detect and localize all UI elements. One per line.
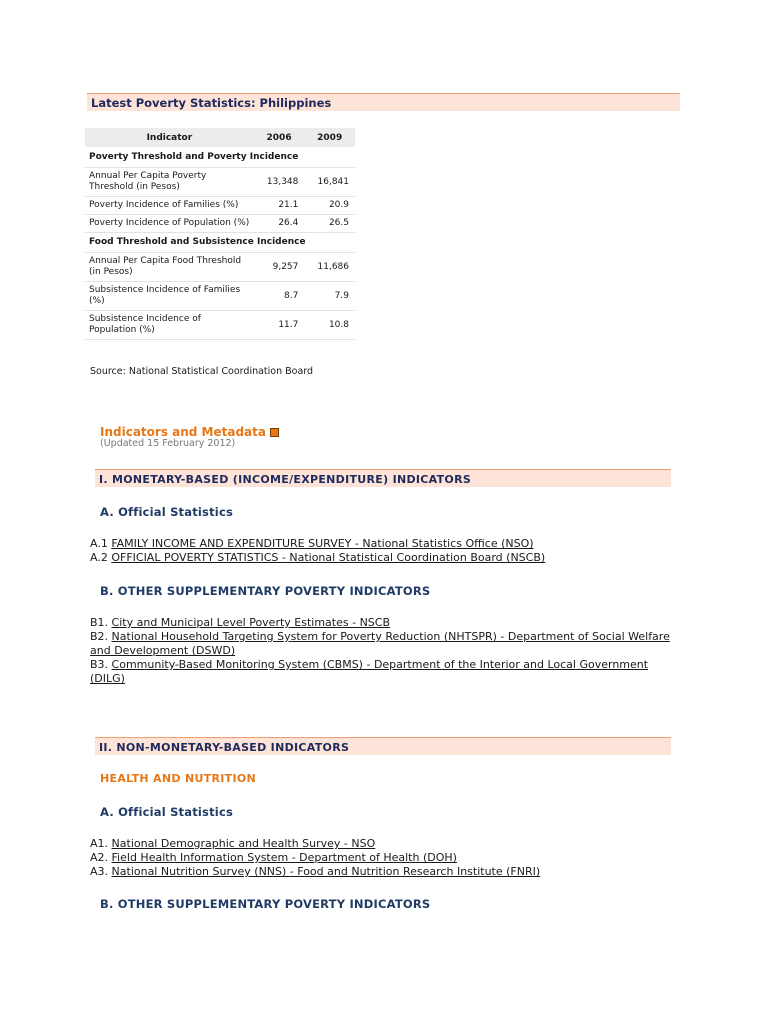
rss-feed-icon[interactable] xyxy=(270,428,279,437)
row-label: Annual Per Capita Food Threshold (in Pesos) xyxy=(85,253,254,282)
list-item xyxy=(90,537,690,551)
item-prefix: B1. xyxy=(90,616,112,629)
value-2006: 26.4 xyxy=(254,215,305,233)
cbms-dilg-link[interactable]: Community-Based Monitoring System (CBMS) - Department of the Interior and Local Government (DILG) xyxy=(90,658,649,685)
list-item xyxy=(90,551,690,565)
poverty-statistics-table xyxy=(85,128,355,340)
value-2009: 11,686 xyxy=(304,253,355,282)
value-2006: 9,257 xyxy=(254,253,305,282)
section-1-official-heading: A. Official Statistics xyxy=(100,505,234,519)
table-header-row xyxy=(85,128,355,148)
nhtspr-dswd-link[interactable]: National Household Targeting System for Poverty Reduction (NHTSPR) - Department of Social Welfare and Development (DSWD) xyxy=(90,630,670,657)
value-2006: 8.7 xyxy=(254,282,305,311)
section-2-other-heading: B. OTHER SUPPLEMENTARY POVERTY INDICATORS xyxy=(100,897,431,911)
item-prefix: B2. xyxy=(90,630,112,643)
section-2-official-list xyxy=(90,837,690,879)
value-2006: 13,348 xyxy=(254,168,305,197)
item-prefix: B3. xyxy=(90,658,112,671)
section-1-other-list xyxy=(90,616,685,686)
table-row xyxy=(85,197,355,215)
item-prefix: A3. xyxy=(90,865,112,878)
section-2-official-heading: A. Official Statistics xyxy=(100,805,234,819)
value-2009: 26.5 xyxy=(304,215,355,233)
indicators-title: Indicators and Metadata xyxy=(100,425,266,439)
section-1-official-list xyxy=(90,537,690,565)
section-1-banner xyxy=(95,469,671,487)
value-2009: 10.8 xyxy=(304,311,355,340)
row-label: Poverty Incidence of Families (%) xyxy=(85,197,254,215)
page-title: Latest Poverty Statistics: Philippines xyxy=(91,96,332,110)
row-label: Annual Per Capita Poverty Threshold (in Pesos) xyxy=(85,168,254,197)
section-2-title: II. NON-MONETARY-BASED INDICATORS xyxy=(99,741,350,754)
updated-date: (Updated 15 February 2012) xyxy=(100,438,236,449)
table-row xyxy=(85,253,355,282)
table-row xyxy=(85,215,355,233)
value-2009: 20.9 xyxy=(304,197,355,215)
page-title-banner xyxy=(87,93,680,111)
item-prefix: A1. xyxy=(90,837,112,850)
table-section-row xyxy=(85,233,355,253)
row-label: Subsistence Incidence of Population (%) xyxy=(85,311,254,340)
table-section-title: Food Threshold and Subsistence Incidence xyxy=(85,233,355,253)
health-nutrition-heading: HEALTH AND NUTRITION xyxy=(100,772,256,785)
section-1-other-heading: B. OTHER SUPPLEMENTARY POVERTY INDICATORS xyxy=(100,584,431,598)
fies-nso-link[interactable]: FAMILY INCOME AND EXPENDITURE SURVEY - National Statistics Office (NSO) xyxy=(111,537,534,550)
official-poverty-statistics-link[interactable]: OFFICIAL POVERTY STATISTICS - National Statistical Coordination Board (NSCB) xyxy=(111,551,546,564)
fhsis-doh-link[interactable]: Field Health Information System - Department of Health (DOH) xyxy=(111,851,457,864)
indicators-heading xyxy=(100,425,279,439)
section-1-title: I. MONETARY-BASED (INCOME/EXPENDITURE) INDICATORS xyxy=(99,473,472,486)
list-item xyxy=(90,630,685,658)
table-row xyxy=(85,311,355,340)
table-row xyxy=(85,282,355,311)
list-item xyxy=(90,616,685,630)
list-item xyxy=(90,837,690,851)
city-municipal-estimates-link[interactable]: City and Municipal Level Poverty Estimates - NSCB xyxy=(111,616,391,629)
column-header-2006: 2006 xyxy=(254,128,305,148)
table-section-row xyxy=(85,148,355,168)
value-2009: 7.9 xyxy=(304,282,355,311)
section-2-banner xyxy=(95,737,671,755)
row-label: Subsistence Incidence of Families (%) xyxy=(85,282,254,311)
column-header-2009: 2009 xyxy=(304,128,355,148)
table-section-title: Poverty Threshold and Poverty Incidence xyxy=(85,148,355,168)
row-label: Poverty Incidence of Population (%) xyxy=(85,215,254,233)
table-source-note: Source: National Statistical Coordination Board xyxy=(90,366,314,377)
list-item xyxy=(90,658,685,686)
value-2006: 11.7 xyxy=(254,311,305,340)
item-prefix: A.1 xyxy=(90,537,112,550)
column-header-indicator: Indicator xyxy=(85,128,254,148)
list-item xyxy=(90,865,690,879)
nns-fnri-link[interactable]: National Nutrition Survey (NNS) - Food and Nutrition Research Institute (FNRI) xyxy=(111,865,541,878)
list-item xyxy=(90,851,690,865)
value-2006: 21.1 xyxy=(254,197,305,215)
item-prefix: A.2 xyxy=(90,551,112,564)
table-row xyxy=(85,168,355,197)
item-prefix: A2. xyxy=(90,851,112,864)
value-2009: 16,841 xyxy=(304,168,355,197)
ndhs-nso-link[interactable]: National Demographic and Health Survey - NSO xyxy=(111,837,376,850)
